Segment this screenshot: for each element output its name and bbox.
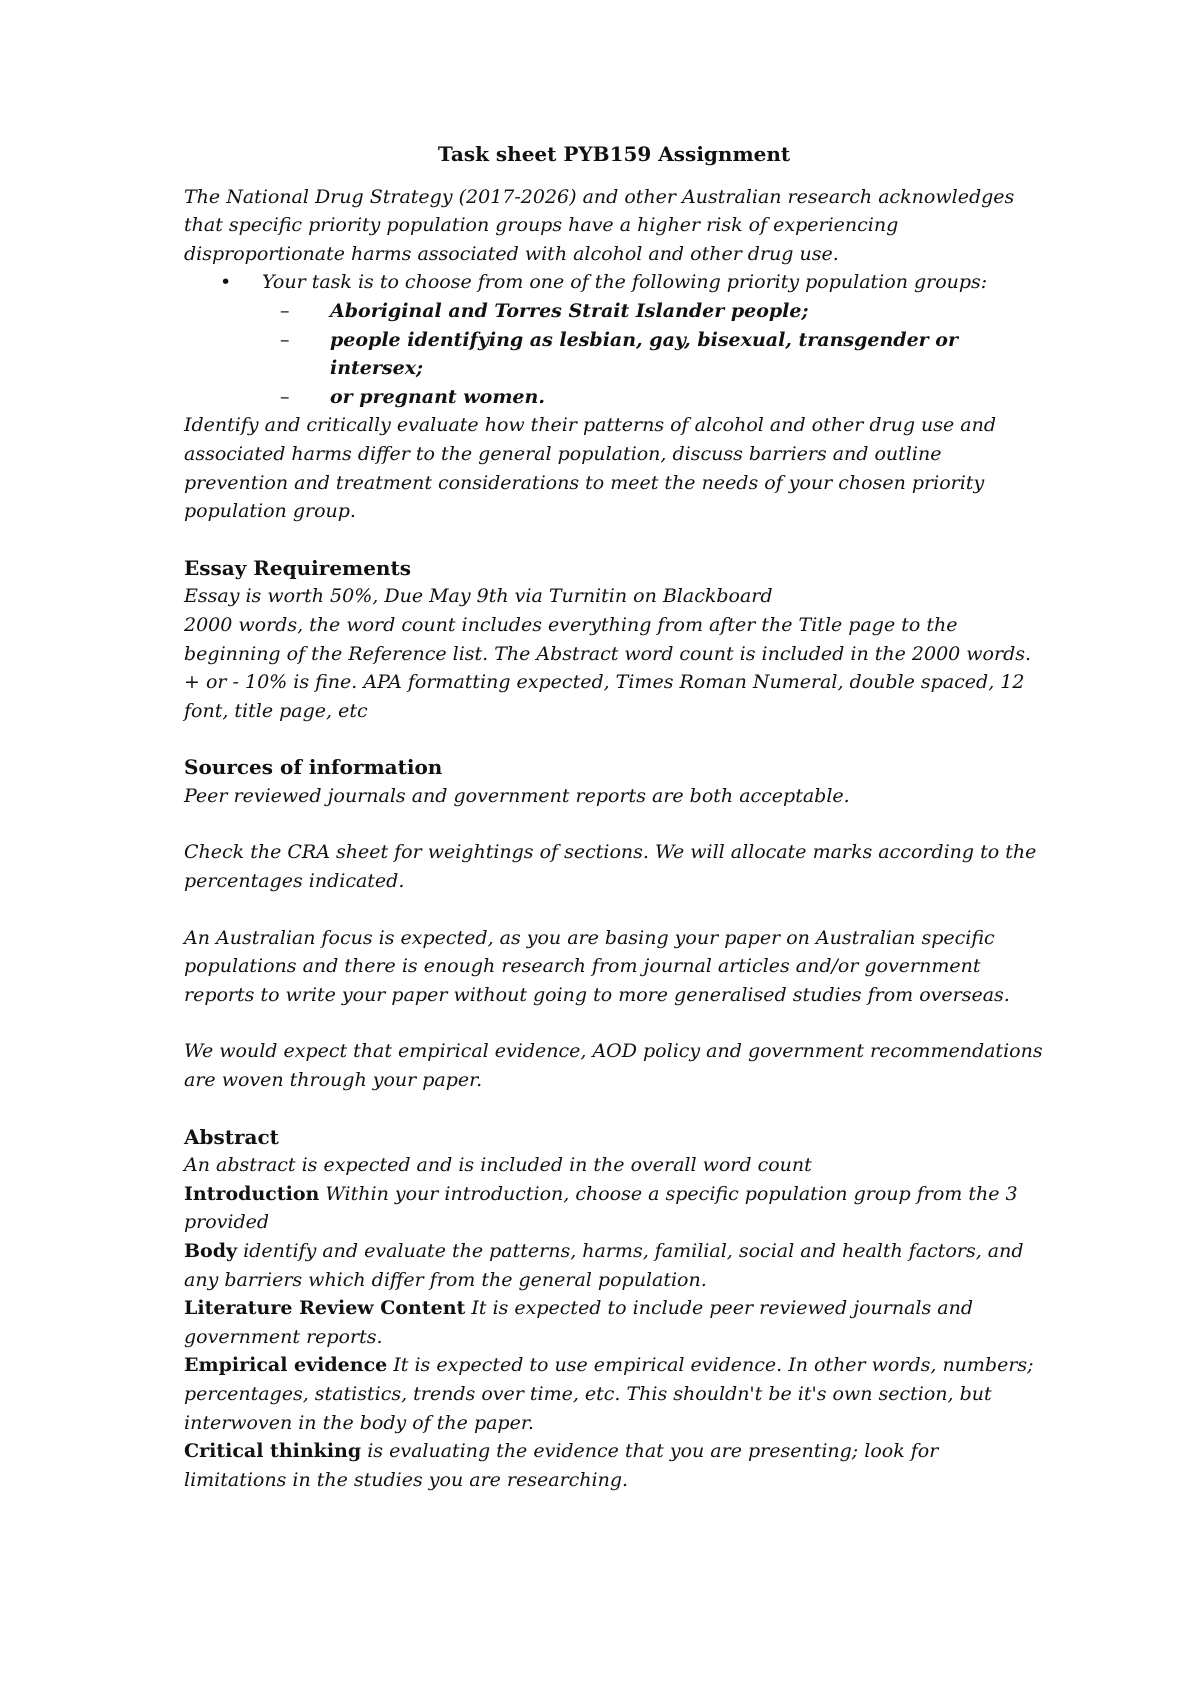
abstract-text: An abstract is expected and is included in the overall word count bbox=[184, 1154, 812, 1177]
group-item bbox=[184, 297, 1044, 326]
dash-marker: – bbox=[280, 385, 290, 408]
section-text: It is expected to use empirical evidence. In other words, numbers; percentages, statistics, trends over time, etc. This shouldn't be it's own section, but interwoven in the body of the paper. bbox=[184, 1354, 1034, 1434]
section-label: Critical thinking bbox=[184, 1440, 362, 1463]
sources-paragraph: An Australian focus is expected, as you are basing your paper on Australian specific populations and there is enough research from journal articles and/or government reports to write your paper without going to more generalised studies from overseas. bbox=[184, 926, 1010, 1006]
task-bullet-text: Your task is to choose from one of the following priority population groups: bbox=[262, 271, 988, 294]
section-text: identify and evaluate the patterns, harms, familial, social and health factors, and any barriers which differ from the general population. bbox=[184, 1240, 1024, 1291]
section-label: Introduction bbox=[184, 1182, 320, 1205]
spacer bbox=[184, 725, 1044, 753]
group-item-text: people identifying as lesbian, gay, bisexual, transgender or intersex; bbox=[330, 328, 958, 380]
sources-heading: Sources of information bbox=[184, 755, 443, 780]
section-label: Body bbox=[184, 1240, 238, 1262]
section-text: Within your introduction, choose a specific population group from the 3 provided bbox=[184, 1182, 1018, 1234]
spacer bbox=[184, 1095, 1044, 1123]
section-text: is evaluating the evidence that you are presenting; look for limitations in the studies you are researching. bbox=[184, 1440, 939, 1491]
group-item-text: or pregnant women. bbox=[330, 385, 545, 408]
sources-paragraph: Peer reviewed journals and government reports are both acceptable. bbox=[184, 784, 850, 807]
sources-paragraph: Check the CRA sheet for weightings of sections. We will allocate marks according to the percentages indicated. bbox=[184, 841, 1037, 893]
task-paragraph: Identify and critically evaluate how their patterns of alcohol and other drug use and associated harms differ to the general population, discuss barriers and outline prevention and treatment considerations to meet the needs of your chosen priority population group. bbox=[184, 414, 997, 523]
abstract-heading: Abstract bbox=[184, 1124, 279, 1149]
document-title: Task sheet PYB159 Assignment bbox=[437, 142, 791, 166]
intro-paragraph: The National Drug Strategy (2017-2026) and other Australian research acknowledges that specific priority population groups have a higher risk of experiencing disproportionate harms associated with alcohol and other drug use. bbox=[184, 185, 1015, 265]
essay-words-text: 2000 words, the word count includes everything from after the Title page to the beginning of the Reference list. The Abstract word count is included in the 2000 words. + or - 10% is fine. APA formatting expected, Times Roman Numeral, double spaced, 12 font, title page, etc bbox=[184, 613, 1032, 722]
section-paragraph bbox=[184, 1180, 1044, 1237]
spacer bbox=[184, 1009, 1044, 1037]
group-item bbox=[184, 326, 1044, 383]
task-bullet bbox=[184, 268, 1044, 297]
document-page bbox=[184, 140, 1044, 1494]
section-label: Empirical evidence bbox=[184, 1354, 388, 1377]
group-item bbox=[184, 383, 1044, 412]
section-paragraph bbox=[184, 1437, 1044, 1494]
section-paragraph bbox=[184, 1294, 1044, 1351]
group-item-text: Aboriginal and Torres Strait Islander people; bbox=[330, 299, 809, 322]
spacer bbox=[184, 810, 1044, 838]
essay-requirements-heading: Essay Requirements bbox=[184, 555, 411, 580]
dash-marker: – bbox=[280, 328, 290, 351]
dash-marker: – bbox=[280, 299, 290, 322]
bullet-marker: • bbox=[220, 271, 232, 294]
section-paragraph bbox=[184, 1237, 1044, 1294]
essay-due-text: Essay is worth 50%, Due May 9th via Turnitin on Blackboard bbox=[184, 585, 773, 608]
spacer bbox=[184, 526, 1044, 554]
section-label: Literature Review Content bbox=[184, 1297, 466, 1320]
spacer bbox=[184, 896, 1044, 924]
sources-paragraph: We would expect that empirical evidence, AOD policy and government recommendations are woven through your paper. bbox=[184, 1040, 1043, 1092]
section-text: It is expected to include peer reviewed journals and government reports. bbox=[184, 1297, 974, 1348]
section-paragraph bbox=[184, 1351, 1044, 1437]
